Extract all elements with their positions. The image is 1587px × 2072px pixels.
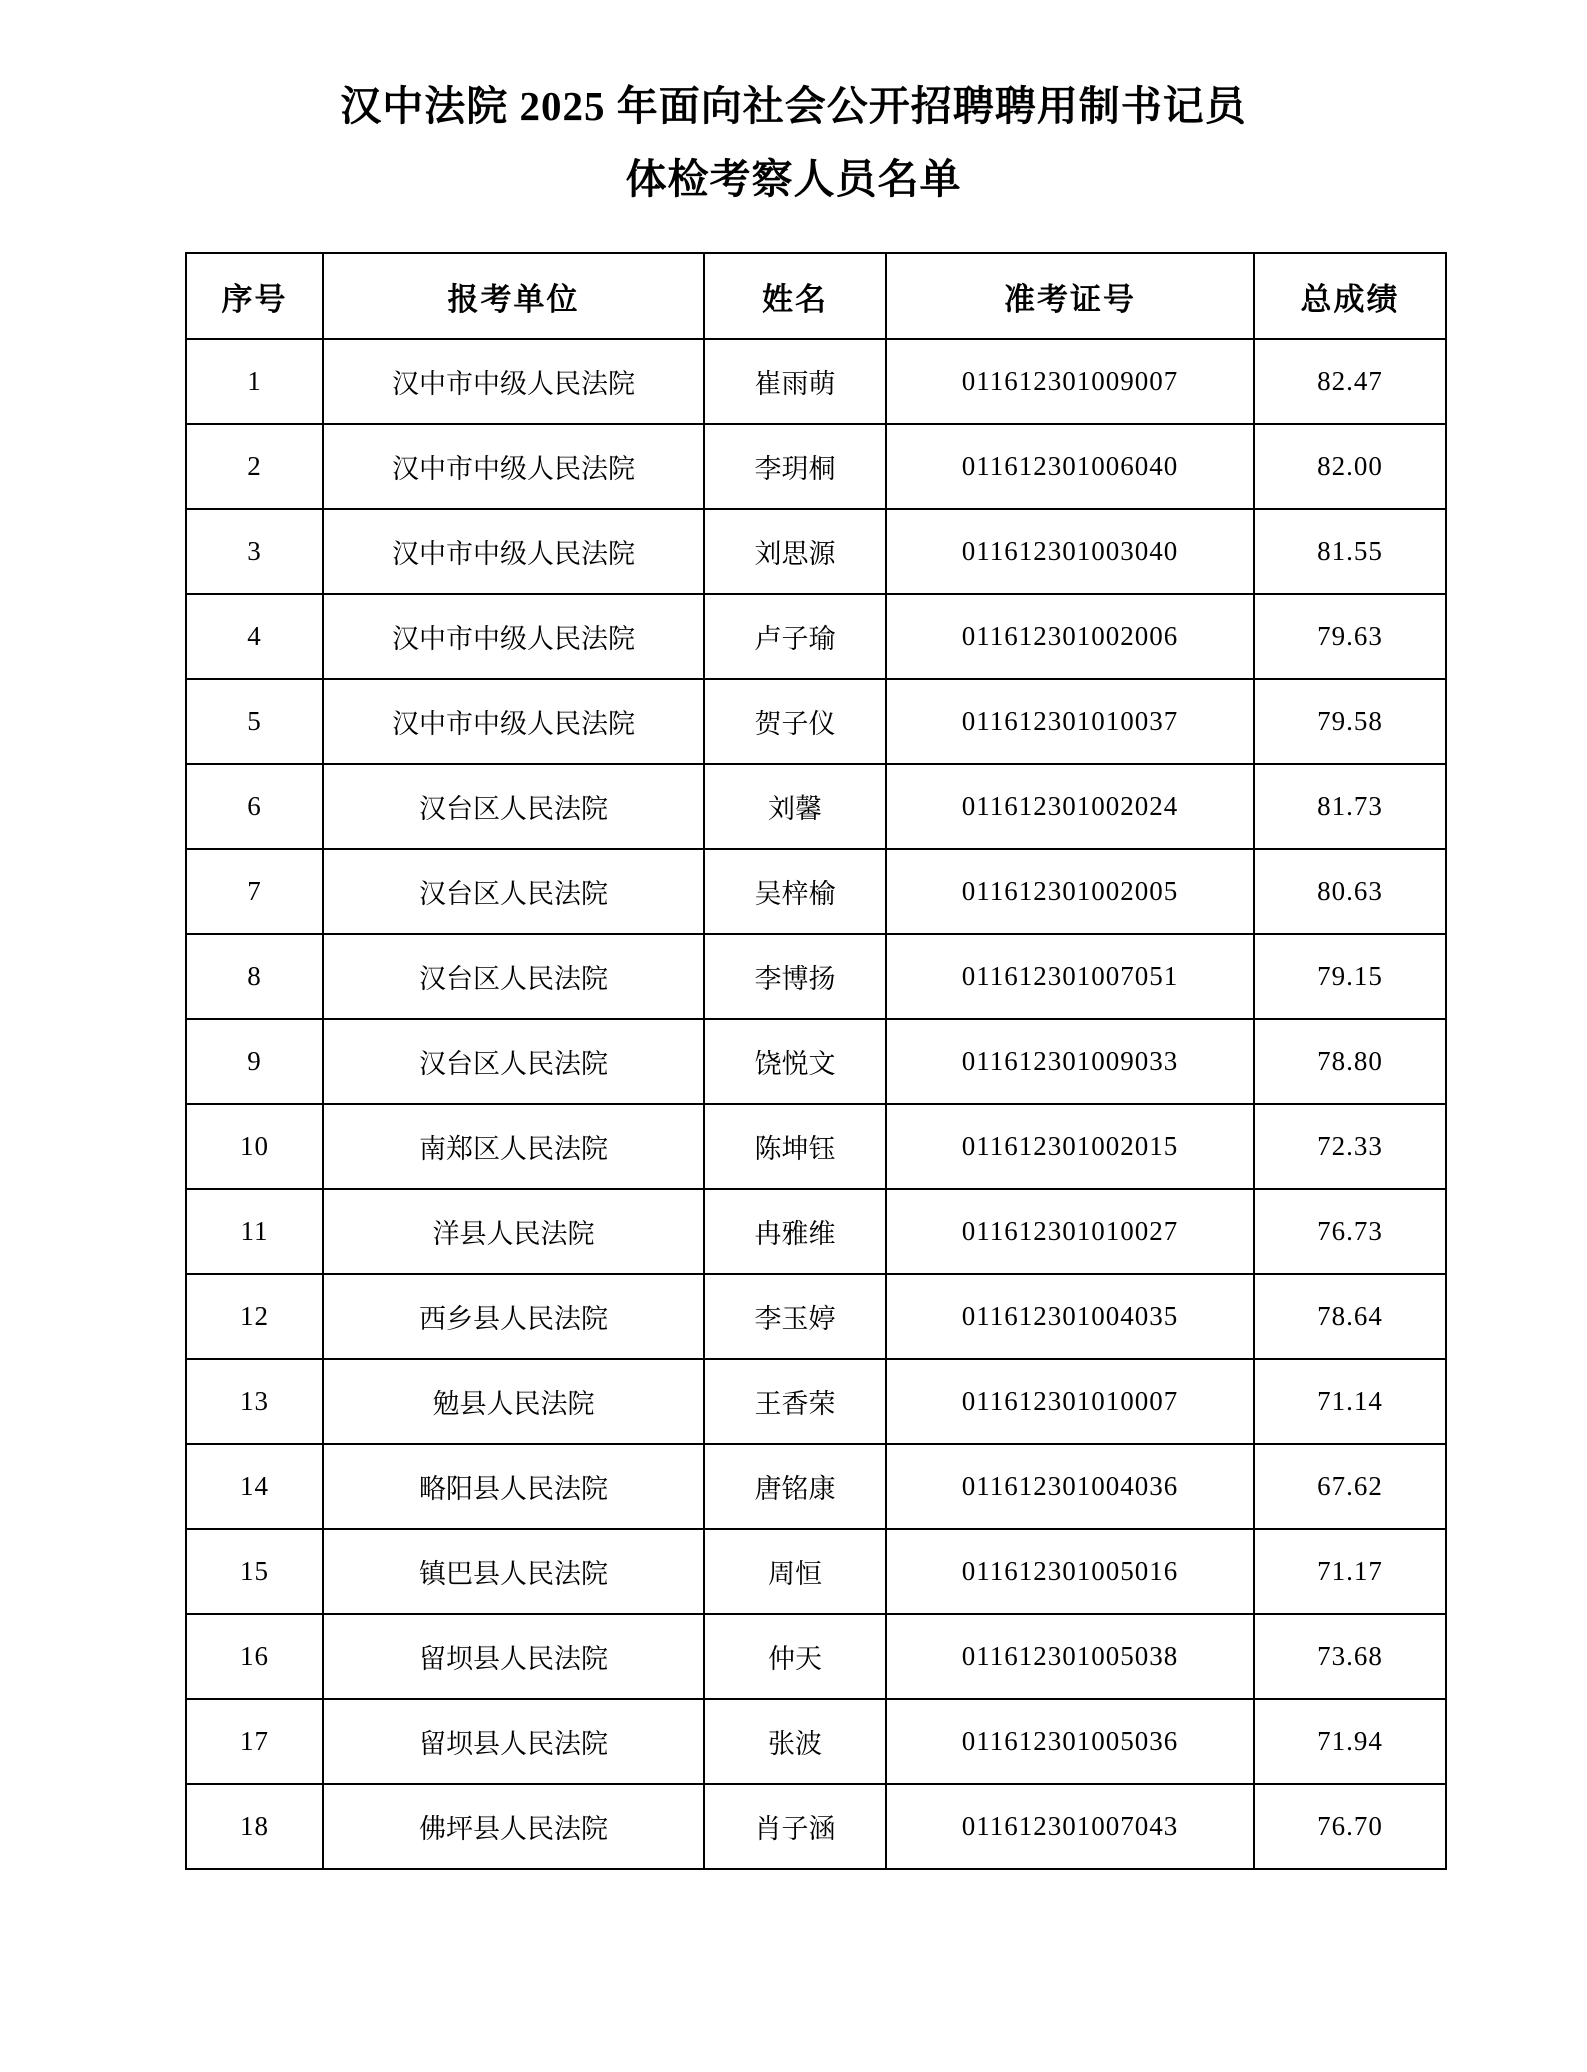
cell-ticket: 011612301010027	[886, 1189, 1254, 1274]
cell-no: 14	[186, 1444, 323, 1529]
cell-ticket: 011612301002006	[886, 594, 1254, 679]
table-row	[186, 1274, 1446, 1359]
cell-no: 17	[186, 1699, 323, 1784]
cell-score: 78.80	[1254, 1019, 1446, 1104]
cell-unit: 汉中市中级人民法院	[323, 679, 704, 764]
table-row	[186, 1359, 1446, 1444]
cell-unit: 汉台区人民法院	[323, 934, 704, 1019]
cell-ticket: 011612301010037	[886, 679, 1254, 764]
cell-ticket: 011612301010007	[886, 1359, 1254, 1444]
cell-ticket: 011612301009033	[886, 1019, 1254, 1104]
cell-name: 刘思源	[704, 509, 886, 594]
table-row	[186, 1529, 1446, 1614]
cell-name: 仲天	[704, 1614, 886, 1699]
cell-unit: 汉中市中级人民法院	[323, 509, 704, 594]
cell-name: 肖子涵	[704, 1784, 886, 1869]
cell-no: 18	[186, 1784, 323, 1869]
cell-score: 81.55	[1254, 509, 1446, 594]
column-header-score: 总成绩	[1254, 253, 1446, 339]
candidate-roster-table	[185, 252, 1447, 1870]
cell-no: 5	[186, 679, 323, 764]
column-header-ticket: 准考证号	[886, 253, 1254, 339]
cell-unit: 西乡县人民法院	[323, 1274, 704, 1359]
cell-name: 王香荣	[704, 1359, 886, 1444]
cell-no: 1	[186, 339, 323, 424]
table-row	[186, 1104, 1446, 1189]
cell-no: 10	[186, 1104, 323, 1189]
table-row	[186, 849, 1446, 934]
cell-ticket: 011612301003040	[886, 509, 1254, 594]
cell-unit: 留坝县人民法院	[323, 1614, 704, 1699]
cell-no: 11	[186, 1189, 323, 1274]
cell-name: 周恒	[704, 1529, 886, 1614]
cell-name: 刘馨	[704, 764, 886, 849]
table-row	[186, 1614, 1446, 1699]
cell-unit: 佛坪县人民法院	[323, 1784, 704, 1869]
cell-no: 2	[186, 424, 323, 509]
cell-ticket: 011612301004035	[886, 1274, 1254, 1359]
cell-ticket: 011612301006040	[886, 424, 1254, 509]
cell-no: 8	[186, 934, 323, 1019]
cell-unit: 汉台区人民法院	[323, 849, 704, 934]
cell-score: 79.58	[1254, 679, 1446, 764]
cell-name: 陈坤钰	[704, 1104, 886, 1189]
cell-name: 贺子仪	[704, 679, 886, 764]
document-title-line2: 体检考察人员名单	[625, 156, 962, 203]
cell-score: 76.70	[1254, 1784, 1446, 1869]
cell-name: 李玉婷	[704, 1274, 886, 1359]
table-row	[186, 594, 1446, 679]
cell-score: 79.63	[1254, 594, 1446, 679]
table-row	[186, 1444, 1446, 1529]
table-row	[186, 679, 1446, 764]
cell-unit: 汉台区人民法院	[323, 1019, 704, 1104]
cell-no: 7	[186, 849, 323, 934]
cell-unit: 汉中市中级人民法院	[323, 424, 704, 509]
cell-score: 72.33	[1254, 1104, 1446, 1189]
cell-score: 71.94	[1254, 1699, 1446, 1784]
cell-ticket: 011612301002024	[886, 764, 1254, 849]
table-row	[186, 934, 1446, 1019]
cell-unit: 南郑区人民法院	[323, 1104, 704, 1189]
cell-no: 13	[186, 1359, 323, 1444]
cell-ticket: 011612301005016	[886, 1529, 1254, 1614]
cell-name: 张波	[704, 1699, 886, 1784]
cell-score: 82.00	[1254, 424, 1446, 509]
cell-name: 吴梓榆	[704, 849, 886, 934]
cell-unit: 洋县人民法院	[323, 1189, 704, 1274]
cell-no: 6	[186, 764, 323, 849]
table-row	[186, 424, 1446, 509]
cell-score: 82.47	[1254, 339, 1446, 424]
cell-ticket: 011612301005038	[886, 1614, 1254, 1699]
cell-ticket: 011612301005036	[886, 1699, 1254, 1784]
cell-score: 71.14	[1254, 1359, 1446, 1444]
table-row	[186, 764, 1446, 849]
table-row	[186, 509, 1446, 594]
cell-unit: 镇巴县人民法院	[323, 1529, 704, 1614]
column-header-name: 姓名	[704, 253, 886, 339]
cell-ticket: 011612301002015	[886, 1104, 1254, 1189]
cell-score: 81.73	[1254, 764, 1446, 849]
cell-no: 9	[186, 1019, 323, 1104]
cell-unit: 汉台区人民法院	[323, 764, 704, 849]
cell-score: 76.73	[1254, 1189, 1446, 1274]
column-header-no: 序号	[186, 253, 323, 339]
cell-ticket: 011612301004036	[886, 1444, 1254, 1529]
cell-ticket: 011612301007043	[886, 1784, 1254, 1869]
document-title-line1: 汉中法院 2025 年面向社会公开招聘聘用制书记员	[340, 83, 1247, 129]
cell-score: 73.68	[1254, 1614, 1446, 1699]
cell-name: 饶悦文	[704, 1019, 886, 1104]
cell-name: 李玥桐	[704, 424, 886, 509]
table-row	[186, 1019, 1446, 1104]
cell-unit: 略阳县人民法院	[323, 1444, 704, 1529]
cell-unit: 留坝县人民法院	[323, 1699, 704, 1784]
cell-score: 67.62	[1254, 1444, 1446, 1529]
cell-no: 16	[186, 1614, 323, 1699]
table-row	[186, 1784, 1446, 1869]
table-header-row	[186, 253, 1446, 339]
table-row	[186, 1189, 1446, 1274]
cell-name: 唐铭康	[704, 1444, 886, 1529]
cell-no: 15	[186, 1529, 323, 1614]
cell-name: 李博扬	[704, 934, 886, 1019]
cell-no: 4	[186, 594, 323, 679]
cell-unit: 汉中市中级人民法院	[323, 339, 704, 424]
table-row	[186, 1699, 1446, 1784]
cell-unit: 汉中市中级人民法院	[323, 594, 704, 679]
cell-score: 80.63	[1254, 849, 1446, 934]
cell-unit: 勉县人民法院	[323, 1359, 704, 1444]
cell-score: 79.15	[1254, 934, 1446, 1019]
cell-score: 71.17	[1254, 1529, 1446, 1614]
cell-name: 冉雅维	[704, 1189, 886, 1274]
cell-score: 78.64	[1254, 1274, 1446, 1359]
column-header-unit: 报考单位	[323, 253, 704, 339]
cell-no: 12	[186, 1274, 323, 1359]
cell-ticket: 011612301007051	[886, 934, 1254, 1019]
table-body	[186, 339, 1446, 1869]
cell-ticket: 011612301002005	[886, 849, 1254, 934]
cell-ticket: 011612301009007	[886, 339, 1254, 424]
table-row	[186, 339, 1446, 424]
cell-no: 3	[186, 509, 323, 594]
cell-name: 卢子瑜	[704, 594, 886, 679]
cell-name: 崔雨萌	[704, 339, 886, 424]
